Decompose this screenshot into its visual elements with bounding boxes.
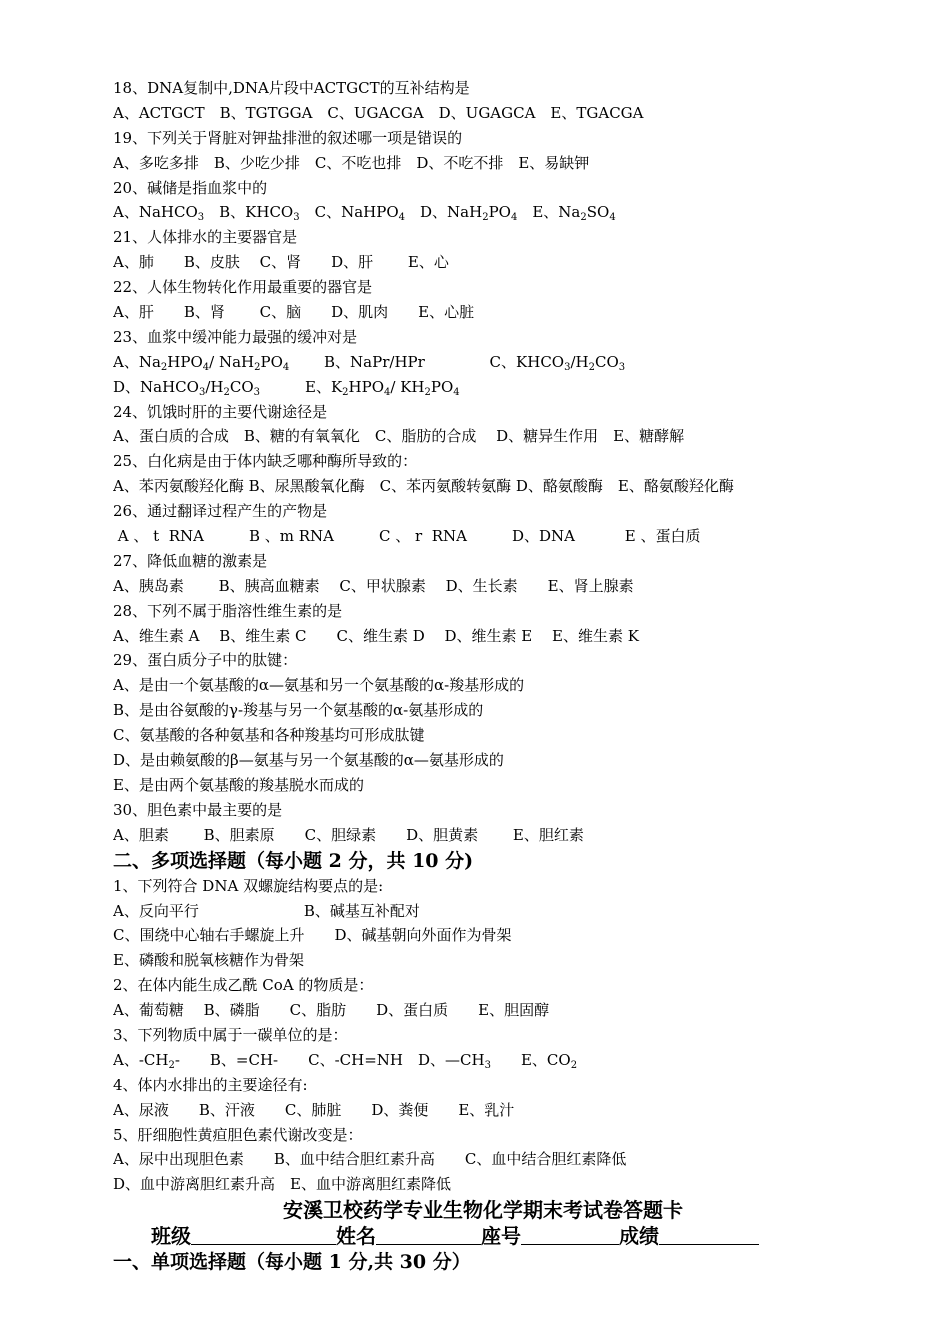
name-label: 姓名 — [336, 1224, 376, 1249]
question-options: A、NaHCO$_3$ B、$KHCO_3$ C、NaHPO$_4$ D、$NaH_2PO_4$ E、$Na_2SO_4$ — [113, 203, 616, 224]
question-stem: 2、在体内能生成乙酰 CoA 的物质是： — [113, 976, 374, 995]
question-stem: 18、DNA复制中,DNA片段中ACTGCT的互补结构是 — [113, 79, 470, 97]
multi-choice-section-title: 二、多项选择题（每小题 2 分，共 10 分) — [113, 849, 474, 872]
question-item — [113, 1073, 913, 1123]
class-blank[interactable] — [191, 1224, 336, 1245]
question-item — [113, 599, 913, 649]
question-options: A、尿液 B、汗液 C、肺脏 D、粪便 E、乳汁 — [113, 1100, 515, 1119]
question-options: C、氨基酸的各种氨基和各种羧基均可形成肽键 — [113, 726, 425, 745]
question-stem: 1、下列符合 DNA 双螺旋结构要点的是: — [113, 876, 384, 895]
question-options: A、反向平行 B、碱基互补配对 — [113, 901, 420, 920]
question-options: A 、 t RNA B 、m RNA C 、 r RNA D、DNA E 、蛋白质 — [113, 527, 701, 546]
name-blank[interactable] — [376, 1224, 481, 1245]
question-item — [113, 76, 913, 126]
single-choice-section-title: 一、单项选择题（每小题 1 分,共 30 分） — [113, 1251, 471, 1274]
question-options: A、蛋白质的合成 B、糖的有氧氧化 C、脂肪的合成 D、糖异生作用 E、糖酵解 — [113, 427, 685, 446]
question-stem: 24、饥饿时肝的主要代谢途径是 — [113, 402, 328, 421]
question-options: A、尿中出现胆色素 B、血中结合胆红素升高 C、血中结合胆红素降低 — [113, 1150, 627, 1169]
score-label: 成绩 — [619, 1224, 659, 1249]
question-options: A、肝 B、肾 C、脑 D、肌肉 E、心脏 — [113, 303, 475, 322]
question-options: A、苯丙氨酸羟化酶 B、尿黑酸氧化酶 C、苯丙氨酸转氨酶 D、酪氨酸酶 E、酪氨酸羟化酶 — [113, 477, 734, 496]
question-item — [113, 549, 913, 599]
question-options: C、围绕中心轴右手螺旋上升 D、碱基朝向外面作为骨架 — [113, 926, 512, 945]
question-options: D、血中游离胆红素升高 E、血中游离胆红素降低 — [113, 1175, 451, 1194]
question-options: E、是由两个氨基酸的羧基脱水而成的 — [113, 775, 364, 794]
question-item — [113, 275, 913, 325]
question-options: D、$NaHCO_3/H_2CO_3$ E、$K_2HPO_4/$ $KH_2PO_4$ — [113, 377, 460, 398]
question-item — [113, 400, 913, 450]
seat-label: 座号 — [481, 1224, 521, 1249]
question-options: A、ACTGCT B、TGTGGA C、UGACGA D、UGAGCA E、TGACGA — [113, 103, 644, 122]
question-stem: 22、人体生物转化作用最重要的器官是 — [113, 278, 373, 297]
answer-card-info-row — [113, 1223, 913, 1249]
multi-choice-questions — [113, 874, 913, 1198]
question-stem: 3、下列物质中属于一碳单位的是： — [113, 1025, 348, 1044]
question-item — [113, 176, 913, 226]
question-options: A、多吃多排 B、少吃少排 C、不吃也排 D、不吃不排 E、易缺钾 — [113, 153, 590, 172]
question-stem: 29、蛋白质分子中的肽键： — [113, 651, 298, 670]
question-stem: 4、体内水排出的主要途径有: — [113, 1075, 308, 1094]
question-stem: 5、肝细胞性黄疸胆色素代谢改变是： — [113, 1125, 363, 1144]
question-options: E、磷酸和脱氧核糖作为骨架 — [113, 951, 304, 970]
question-item — [113, 449, 913, 499]
question-options: A、维生素 A B、维生素 C C、维生素 D D、维生素 E E、维生素 K — [113, 626, 639, 645]
question-item — [113, 973, 913, 1023]
question-stem: 23、血浆中缓冲能力最强的缓冲对是 — [113, 327, 358, 346]
question-options: A、胰岛素 B、胰高血糖素 C、甲状腺素 D、生长素 E、肾上腺素 — [113, 576, 634, 595]
question-stem: 25、白化病是由于体内缺乏哪种酶所导致的： — [113, 452, 418, 471]
question-options: A、$-CH_2-$ B、=CH- C、-CH=NH D、$—CH_3$ E、$CO_2$ — [113, 1050, 578, 1071]
question-item — [113, 126, 913, 176]
question-item — [113, 225, 913, 275]
question-item — [113, 325, 913, 400]
question-stem: 20、碱储是指血浆中的 — [113, 178, 268, 197]
question-stem: 27、降低血糖的激素是 — [113, 551, 268, 570]
question-options: A、胆素 B、胆素原 C、胆绿素 D、胆黄素 E、胆红素 — [113, 825, 584, 844]
class-label: 班级 — [151, 1224, 191, 1249]
single-choice-questions — [113, 76, 913, 848]
question-options: D、是由赖氨酸的β—氨基与另一个氨基酸的α—氨基形成的 — [113, 751, 504, 770]
question-options: A、是由一个氨基酸的α—氨基和另一个氨基酸的α-羧基形成的 — [113, 676, 525, 695]
question-item — [113, 499, 913, 549]
question-stem: 30、胆色素中最主要的是 — [113, 800, 283, 819]
question-options: B、是由谷氨酸的γ-羧基与另一个氨基酸的α-氨基形成的 — [113, 701, 484, 720]
question-stem: 21、人体排水的主要器官是 — [113, 228, 298, 247]
question-item — [113, 1123, 913, 1198]
question-stem: 26、通过翻译过程产生的产物是 — [113, 502, 328, 521]
question-item — [113, 798, 913, 848]
score-blank[interactable] — [659, 1224, 759, 1245]
question-stem: 19、下列关于肾脏对钾盐排泄的叙述哪一项是错误的 — [113, 128, 463, 147]
question-item — [113, 874, 913, 974]
question-options: A、葡萄糖 B、磷脂 C、脂肪 D、蛋白质 E、胆固醇 — [113, 1001, 550, 1020]
seat-blank[interactable] — [521, 1224, 619, 1245]
answer-card-title: 安溪卫校药学专业生物化学期末考试卷答题卡 — [283, 1198, 683, 1223]
question-options: A、$Na_2HPO_4/$ $NaH_2PO_4$ B、NaPr/HPr C、$KHCO_3/H_2CO_3$ — [113, 352, 626, 373]
question-item — [113, 1023, 913, 1073]
exam-content — [113, 76, 913, 1275]
question-stem: 28、下列不属于脂溶性维生素的是 — [113, 601, 343, 620]
question-item — [113, 648, 913, 797]
question-options: A、肺 B、皮肤 C、肾 D、肝 E、心 — [113, 253, 449, 272]
